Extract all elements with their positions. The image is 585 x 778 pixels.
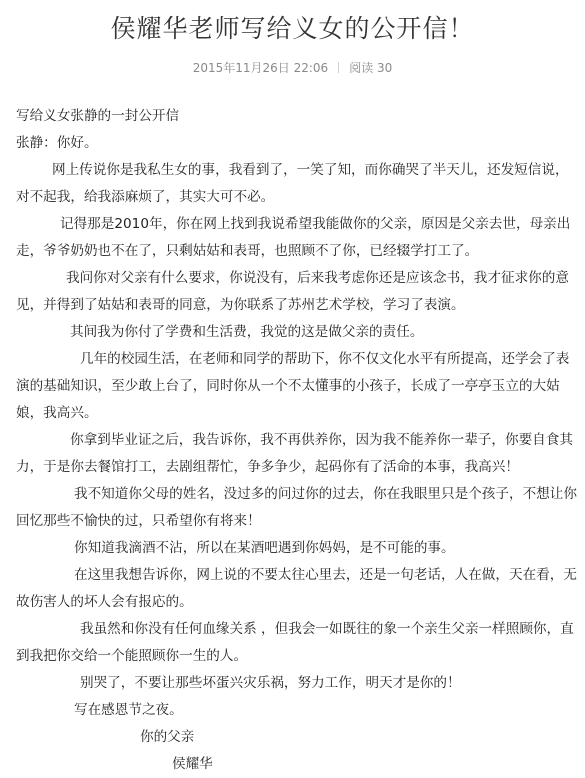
signature-title: 你的父亲 bbox=[140, 729, 195, 745]
paragraph: 网上传说你是我私生女的事，我看到了，一笑了知，而你确哭了半天儿，还发短信说，对不起我，给我添麻烦了，其实大可不必。 bbox=[16, 162, 569, 205]
paragraph: 其间我为你付了学费和生活费，我觉的这是做父亲的责任。 bbox=[70, 324, 424, 340]
publish-date: 2015年11月26日 22:06 bbox=[192, 61, 329, 75]
paragraph: 我不知道你父母的姓名，没过多的问过你的过去，你在我眼里只是个孩子，不想让你回忆那些不愉快的过，只希望你有将来！ bbox=[16, 486, 577, 529]
meta-divider bbox=[338, 62, 339, 73]
paragraph: 在这里我想告诉你，网上说的不要太往心里去，还是一句老话，人在做，天在看，无故伤害人的坏人会有报応的。 bbox=[16, 567, 577, 610]
article-body bbox=[16, 103, 578, 778]
signature-name: 侯耀华 bbox=[172, 756, 213, 772]
paragraph: 我虽然和你没有任何血缘关系 ，但我会一如既往的象一个亲生父亲一样照顾你，直到我把你交给一个能照顾你一生的人。 bbox=[16, 621, 574, 664]
read-count: 阅读 30 bbox=[349, 61, 393, 75]
article-meta bbox=[0, 60, 585, 76]
paragraph: 写在感恩节之夜。 bbox=[74, 702, 183, 718]
paragraph: 我问你对父亲有什么要求，你说没有，后来我考虑你还是应该念书，我才征求你的意见，并得到了姑姑和表哥的同意，为你联系了苏州艺术学校，学习了表演。 bbox=[16, 270, 569, 313]
paragraph: 你知道我滴酒不沾，所以在某酒吧遇到你妈妈，是不可能的事。 bbox=[74, 540, 455, 556]
article-title: 侯耀华老师写给义女的公开信！ bbox=[110, 14, 475, 43]
letter-greeting: 张静：你好。 bbox=[16, 135, 98, 151]
paragraph: 几年的校园生活，在老师和同学的帮助下，你不仅文化水平有所提高，还学会了表演的基础知识，至少敢上台了，同时你从一个不太懂事的小孩子，长成了一亭亭玉立的大姑娘，我高兴。 bbox=[16, 351, 570, 421]
paragraph: 你拿到毕业证之后，我告诉你，我不再供养你，因为我不能养你一辈子，你要自食其力，于是你去餐馆打工，去剧组帮忙，争多争少，起码你有了活命的本事，我高兴！ bbox=[16, 432, 573, 475]
paragraph: 记得那是2010年，你在网上找到我说希望我能做你的父亲，原因是父亲去世，母亲出走，爷爷奶奶也不在了，只剩姑姑和表哥，也照顾不了你，已经辍学打工了。 bbox=[16, 216, 571, 259]
paragraph: 别哭了，不要让那些坏蛋兴灾乐祸，努力工作，明天才是你的！ bbox=[80, 675, 461, 691]
letter-heading: 写给义女张静的一封公开信 bbox=[16, 108, 180, 124]
